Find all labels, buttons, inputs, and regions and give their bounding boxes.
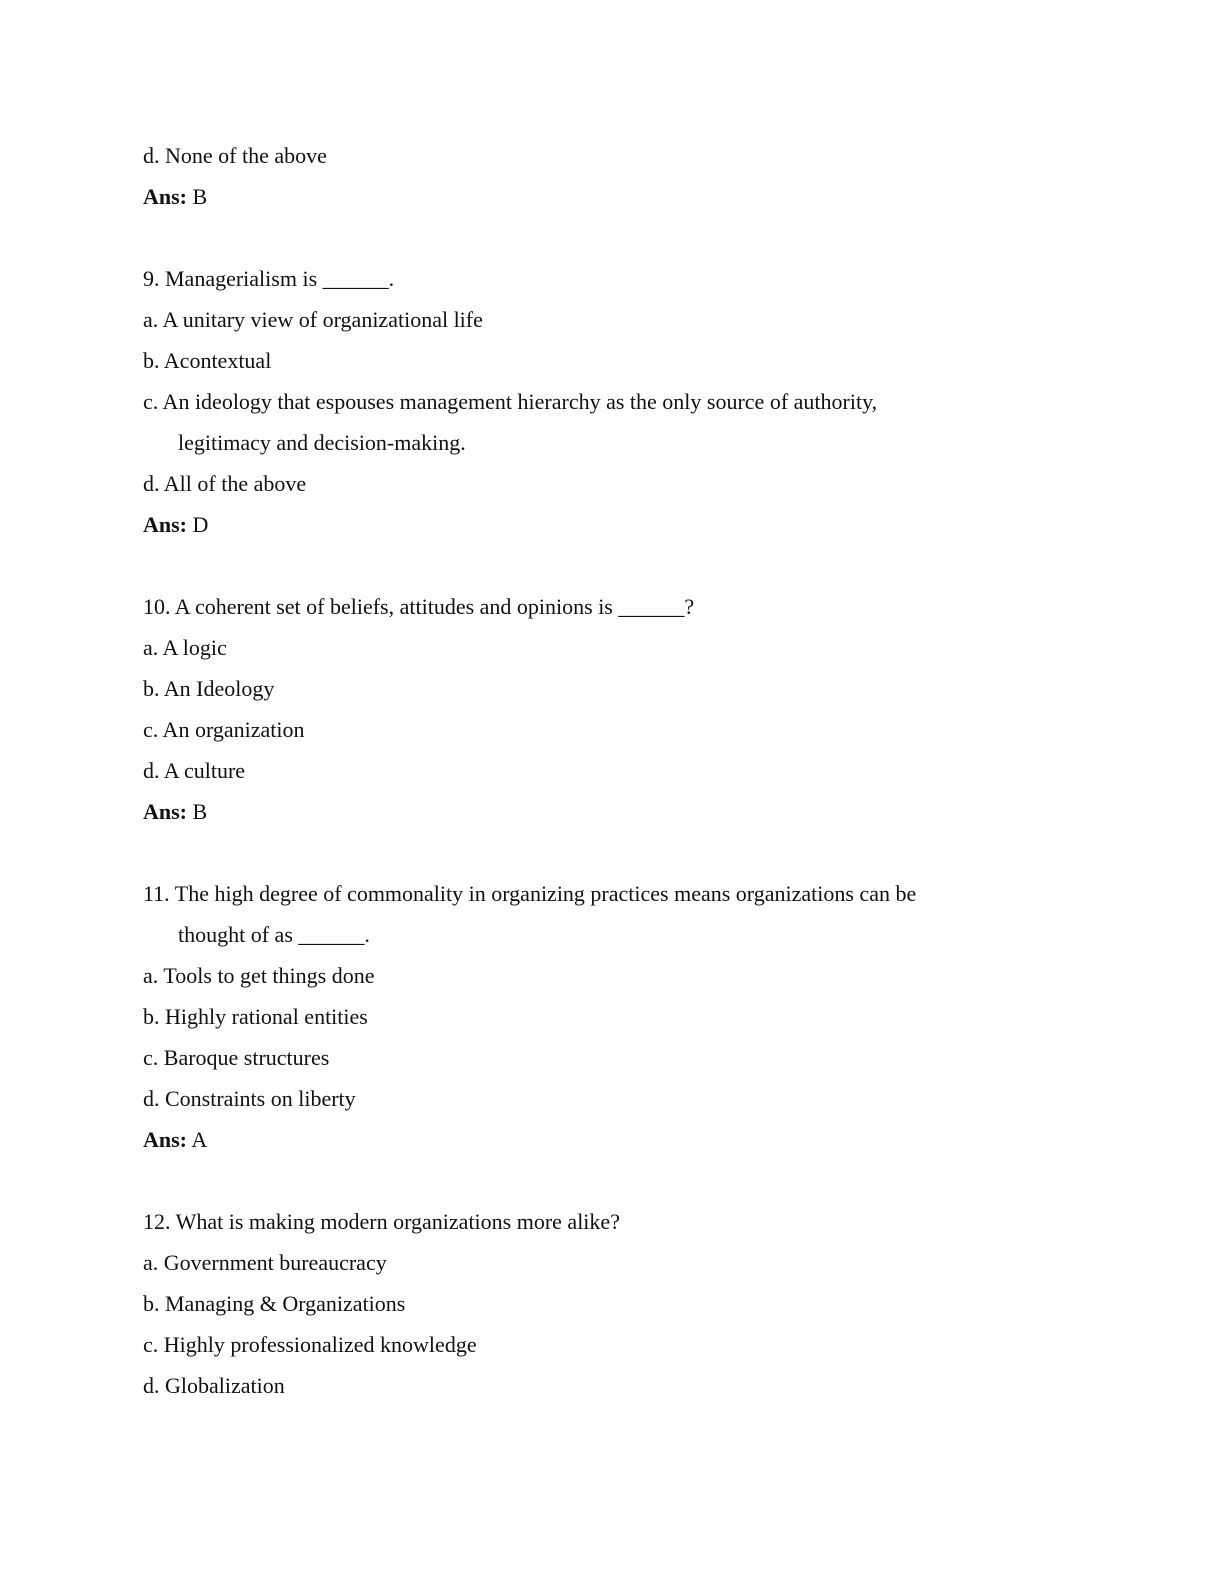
q11-option-a: a. Tools to get things done [143,963,375,988]
q12-question: 12. What is making modern organizations more alike? [143,1209,620,1234]
q11-question-line2: thought of as ______. [178,922,370,947]
answer-value: B [192,799,208,824]
q11-question-line1: 11. The high degree of commonality in organizing practices means organizations can be [143,881,917,906]
answer-label: Ans: [143,799,188,824]
q10-question: 10. A coherent set of beliefs, attitudes and opinions is ______? [143,594,695,619]
answer-value: A [191,1127,208,1152]
prev-option-d: d. None of the above [143,143,327,168]
answer-value: D [192,512,209,537]
q10-option-d: d. A culture [143,758,246,783]
answer-value: B [192,184,208,209]
q10-answer [143,799,207,825]
q11-option-b: b. Highly rational entities [143,1004,368,1029]
q9-option-d: d. All of the above [143,471,307,496]
q12-option-b: b. Managing & Organizations [143,1291,406,1316]
q9-option-a: a. A unitary view of organizational life [143,307,483,332]
q12-option-d: d. Globalization [143,1373,285,1398]
q9-question: 9. Managerialism is ______. [143,266,395,291]
q10-option-a: a. A logic [143,635,227,660]
q11-option-c: c. Baroque structures [143,1045,330,1070]
q10-option-c: c. An organization [143,717,305,742]
answer-label: Ans: [143,184,188,209]
q10-option-b: b. An Ideology [143,676,275,701]
q9-answer [143,512,208,538]
q9-option-c-line2: legitimacy and decision-making. [178,430,466,455]
q11-answer [143,1127,207,1153]
q12-option-a: a. Government bureaucracy [143,1250,387,1275]
prev-answer [143,184,207,210]
q11-option-d: d. Constraints on liberty [143,1086,356,1111]
answer-label: Ans: [143,512,188,537]
q12-option-c: c. Highly professionalized knowledge [143,1332,477,1357]
q9-option-c-line1: c. An ideology that espouses management hierarchy as the only source of authority, [143,389,878,414]
q9-option-b: b. Acontextual [143,348,272,373]
answer-label: Ans: [143,1127,188,1152]
